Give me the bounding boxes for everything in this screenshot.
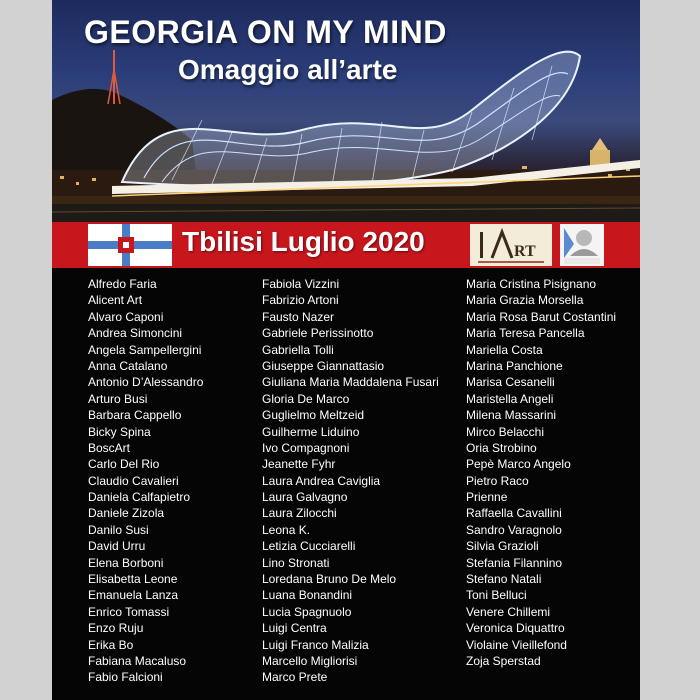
artist-name: Fabio Falcioni	[88, 670, 163, 685]
artist-name: Veronica Diquattro	[466, 621, 565, 636]
artist-name: Alfredo Faria	[88, 277, 157, 291]
artist-name: Letizia Cucciarelli	[262, 539, 356, 554]
artist-name: Erika Bo	[88, 637, 134, 652]
artist-name: Ivo Compagnoni	[262, 440, 350, 455]
artist-name: Fausto Nazer	[262, 309, 335, 324]
artist-name: Angela Sampellergini	[88, 342, 202, 357]
artist-name: Andrea Simoncini	[88, 326, 183, 341]
hero-photo-bridge	[52, 0, 640, 222]
artist-name: Pietro Raco	[466, 473, 529, 488]
artist-name: Maria Teresa Pancella	[466, 326, 585, 341]
artist-name: Prienne	[466, 490, 508, 505]
artist-name: Oria Strobino	[466, 440, 537, 455]
artist-name: Guglielmo Meltzeid	[262, 408, 365, 423]
artist-name: Guilherme Liduino	[262, 424, 360, 439]
artist-name: BoscArt	[88, 440, 131, 455]
artist-name: Mirco Belacchi	[466, 424, 545, 439]
iart-logo-icon	[470, 224, 552, 266]
artist-name: Laura Andrea Caviglia	[262, 473, 381, 488]
artist-name: Alicent Art	[88, 293, 143, 308]
artist-name: Marina Panchione	[466, 358, 563, 373]
artist-column-1	[88, 276, 203, 686]
artist-name: Antonio D’Alessandro	[88, 375, 204, 390]
artist-name: Daniele Zizola	[88, 506, 165, 521]
artist-name: Enzo Ruju	[88, 621, 144, 636]
artist-name: Giuliana Maria Maddalena Fusari	[262, 375, 439, 390]
artist-name: Emanuela Lanza	[88, 588, 179, 603]
artist-name: Zoja Sperstad	[466, 653, 541, 668]
artist-name: Maria Grazia Morsella	[466, 293, 584, 308]
artist-name: Luigi Franco Malizia	[262, 637, 369, 652]
artist-name: Maria Cristina Pisignano	[466, 277, 597, 291]
artist-name: Maria Rosa Barut Costantini	[466, 309, 617, 324]
artist-name: Elisabetta Leone	[88, 572, 178, 587]
artist-name: Mariella Costa	[466, 342, 543, 357]
artist-name: Milena Massarini	[466, 408, 557, 423]
artist-name: Elena Borboni	[88, 555, 164, 570]
artist-name: Laura Galvagno	[262, 490, 348, 505]
artist-name: Silvia Grazioli	[466, 539, 539, 554]
artist-name: Daniela Calfapietro	[88, 490, 191, 505]
artist-name: Gabriele Perissinotto	[262, 326, 374, 341]
artist-name: Anna Catalano	[88, 358, 168, 373]
artist-name: Leona K.	[262, 522, 311, 537]
poster	[52, 0, 640, 700]
artist-name: Raffaella Cavallini	[466, 506, 562, 521]
artist-name: Maristella Angeli	[466, 391, 554, 406]
poster-subtitle: Omaggio all’arte	[178, 54, 398, 85]
artist-name: Stefano Natali	[466, 572, 542, 587]
artist-name: Loredana Bruno De Melo	[262, 572, 397, 587]
artist-name: Jeanette Fyhr	[262, 457, 336, 472]
artist-name: Alvaro Caponi	[88, 309, 164, 324]
artist-name: Bicky Spina	[88, 424, 151, 439]
artist-name: Claudio Cavalieri	[88, 473, 179, 488]
artist-name: Marco Prete	[262, 670, 328, 685]
artist-name: David Urru	[88, 539, 146, 554]
artist-name: Lino Stronati	[262, 555, 330, 570]
studio-logo-icon	[560, 224, 604, 266]
artist-name: Luana Bonandini	[262, 588, 353, 603]
artist-name: Stefania Filannino	[466, 555, 563, 570]
artist-name: Marcello Migliorisi	[262, 653, 358, 668]
artist-column-3	[466, 276, 616, 669]
artist-name: Barbara Cappello	[88, 408, 182, 423]
artist-name: Giuseppe Giannattasio	[262, 358, 385, 373]
artist-name: Fabiana Macaluso	[88, 653, 187, 668]
artist-name: Sandro Varagnolo	[466, 522, 562, 537]
poster-title: GEORGIA ON MY MIND	[84, 14, 447, 50]
artist-name: Gabriella Tolli	[262, 342, 334, 357]
artist-name: Gloria De Marco	[262, 391, 350, 406]
artist-name: Violaine Vieillefond	[466, 637, 567, 652]
artist-name: Pepè Marco Angelo	[466, 457, 571, 472]
artist-column-2	[262, 276, 439, 686]
artist-name: Laura Zilocchi	[262, 506, 337, 521]
artist-name: Lucia Spagnuolo	[262, 604, 352, 619]
artist-name: Danilo Susi	[88, 522, 149, 537]
artist-name: Luigi Centra	[262, 621, 327, 636]
artist-name: Toni Belluci	[466, 588, 527, 603]
artist-name: Arturo Busi	[88, 391, 148, 406]
artist-name: Marisa Cesanelli	[466, 375, 555, 390]
artist-name: Enrico Tomassi	[88, 604, 170, 619]
svg-text:RT: RT	[514, 243, 536, 260]
artist-name: Fabiola Vizzini	[262, 277, 340, 291]
artist-name: Venere Chillemi	[466, 604, 551, 619]
artist-name: Fabrizio Artoni	[262, 293, 339, 308]
flag-icon	[88, 224, 172, 266]
banner-location-date: Tbilisi Luglio 2020	[182, 226, 425, 257]
artist-name: Carlo Del Rio	[88, 457, 160, 472]
